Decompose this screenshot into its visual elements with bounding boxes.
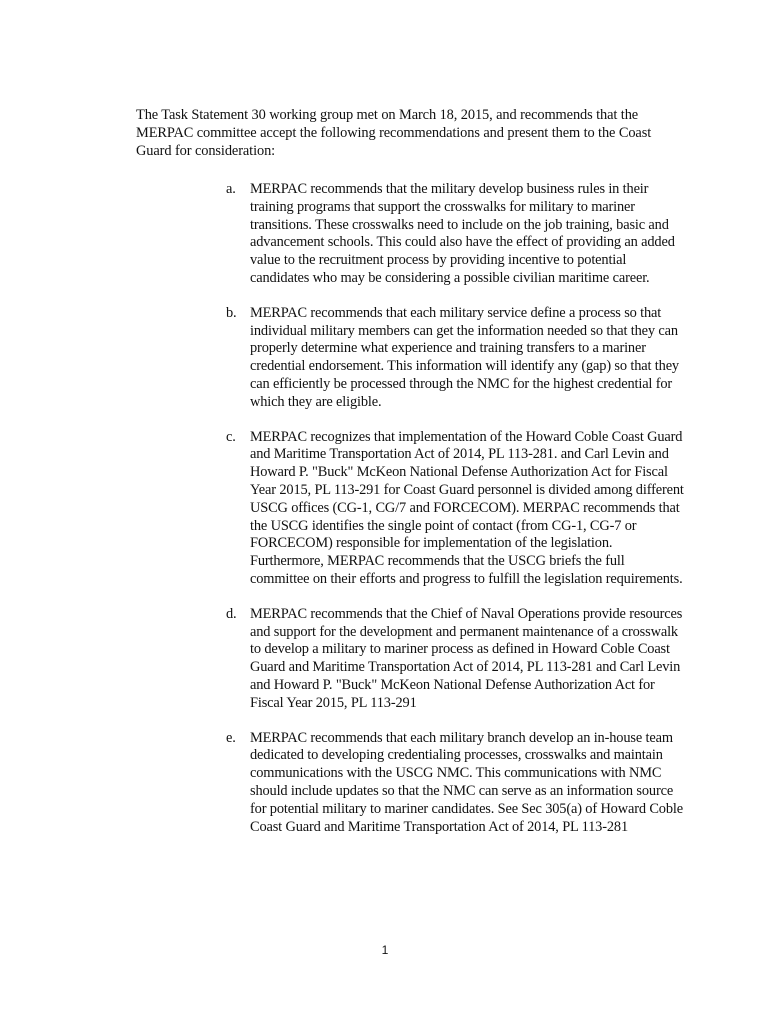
recommendation-a [226,181,686,288]
recommendation-marker: b. [226,304,237,321]
recommendation-text: MERPAC recommends that each military service define a process so that individual military members can get the information needed so that they can properly determine what experience and training transfers to a mariner credential endorsement. This information will identify any (gap) so that they can efficiently be processed through the NMC for the highest credential for which they are eligible. [250,304,679,410]
recommendation-marker: e. [226,729,236,746]
recommendation-e [226,730,686,837]
recommendation-d [226,606,686,713]
recommendation-b [226,305,686,412]
intro-paragraph: The Task Statement 30 working group met on March 18, 2015, and recommends that the MERPAC committee accept the following recommendations and present them to the Coast Guard for consideration: [136,107,652,160]
recommendation-text: MERPAC recognizes that implementation of the Howard Coble Coast Guard and Maritime Transportation Act of 2014, PL 113-281. and Carl Levin and Howard P. "Buck" McKeon National Defense Authorization Act for Fiscal Year 2015, PL 113-291 for Coast Guard personnel is divided among different USCG offices (CG-1, CG/7 and FORCECOM). MERPAC recommends that the USCG identifies the single point of contact (from CG-1, CG-7 or FORCECOM) responsible for implementation of the legislation. Furthermore, MERPAC recommends that the USCG briefs the full committee on their efforts and progress to fulfill the legislation requirements. [250,428,684,587]
recommendation-marker: d. [226,605,237,622]
recommendation-text: MERPAC recommends that the military develop business rules in their training programs that support the crosswalks for military to mariner transitions. These crosswalks need to include on the job training, basic and advancement schools. This could also have the effect of providing an added value to the recruitment process by providing incentive to potential candidates who may be considering a possible civilian maritime career. [250,181,675,286]
recommendations-list [226,181,686,836]
recommendation-marker: a. [226,181,236,197]
recommendation-text: MERPAC recommends that the Chief of Naval Operations provide resources and support for the development and permanent maintenance of a crosswalk to develop a military to mariner process as defined in Howard Coble Coast Guard and Maritime Transportation Act of 2014, PL 113-281 and Carl Levin and Howard P. "Buck" McKeon National Defense Authorization Act for Fiscal Year 2015, PL 113-291 [250,605,683,711]
page-number: 1 [381,943,389,957]
recommendation-text: MERPAC recommends that each military branch develop an in-house team dedicated to developing credentialing processes, crosswalks and maintain communications with the USCG NMC. This communications with NMC should include updates so that the NMC can serve as an information source for potential military to mariner candidates. See Sec 305(a) of Howard Coble Coast Guard and Maritime Transportation Act of 2014, PL 113-281 [250,729,683,835]
recommendation-c [226,429,686,589]
recommendation-marker: c. [226,428,236,445]
